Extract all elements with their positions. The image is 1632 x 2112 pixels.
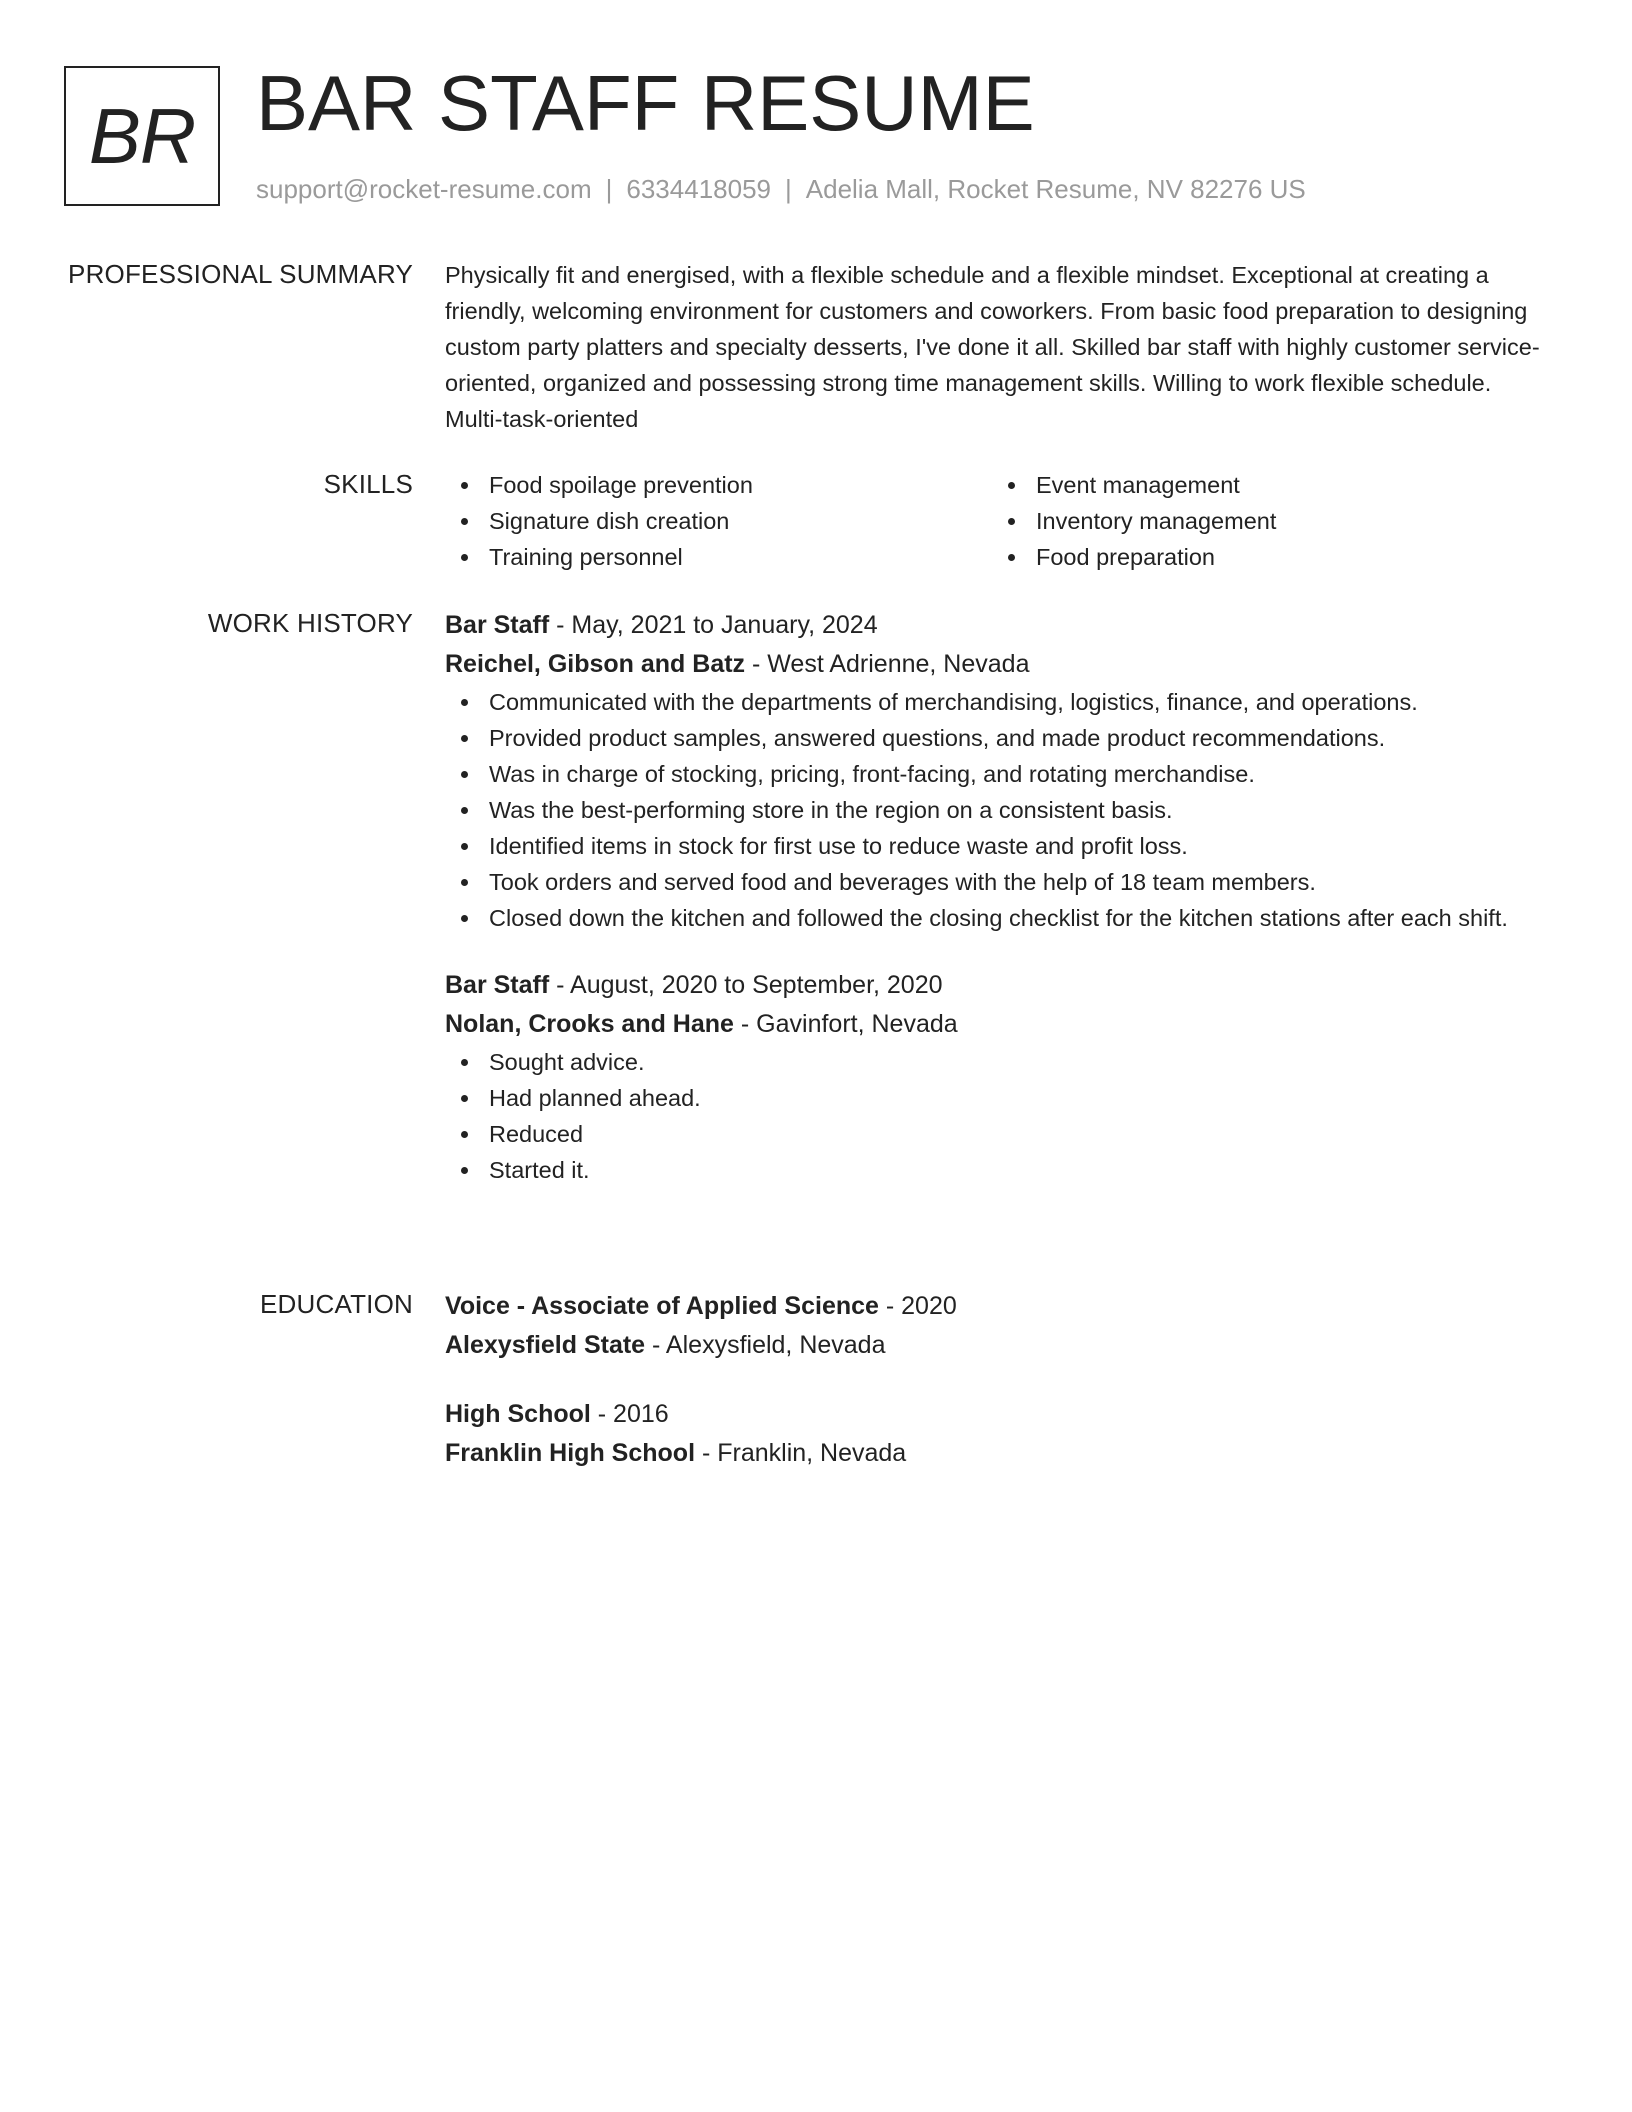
job-title: Bar Staff <box>445 971 550 999</box>
education-label: EDUCATION <box>260 1289 413 1319</box>
skill-item: Signature dish creation <box>445 503 992 539</box>
education-entry <box>445 1395 1555 1473</box>
education-school-line <box>445 1326 1555 1365</box>
contact-phone: 6334418059 <box>626 174 771 204</box>
work-history-body <box>445 606 1555 1212</box>
education-location: - Alexysfield, Nevada <box>645 1331 886 1359</box>
skills-label: SKILLS <box>323 469 413 499</box>
education-school: Alexysfield State <box>445 1331 646 1359</box>
education-location: - Franklin, Nevada <box>695 1439 907 1467</box>
skill-item: Inventory management <box>992 503 1539 539</box>
education-body <box>445 1287 1555 1503</box>
education-year: - 2016 <box>590 1400 669 1428</box>
job-location: - West Adrienne, Nevada <box>745 650 1030 678</box>
job-entry <box>445 606 1555 936</box>
education-degree: High School <box>445 1400 591 1428</box>
job-location: - Gavinfort, Nevada <box>733 1010 958 1038</box>
summary-label: PROFESSIONAL SUMMARY <box>68 259 413 289</box>
job-title-line <box>445 606 1555 645</box>
skills-list-right <box>992 467 1539 575</box>
summary-body <box>445 257 1555 437</box>
skill-item: Food spoilage prevention <box>445 467 992 503</box>
education-degree-line <box>445 1287 1555 1326</box>
education-school: Franklin High School <box>445 1439 696 1467</box>
resume-title: BAR STAFF RESUME <box>256 59 1035 147</box>
job-company: Nolan, Crooks and Hane <box>445 1010 734 1038</box>
job-bullet: Closed down the kitchen and followed the closing checklist for the kitchen stations after each shift. <box>445 900 1555 936</box>
contact-separator: | <box>785 174 792 204</box>
job-dates: - May, 2021 to January, 2024 <box>549 611 878 639</box>
job-entry <box>445 966 1555 1188</box>
summary-text: Physically fit and energised, with a flexible schedule and a flexible mindset. Exceptional at creating a friendly, welcoming environment for customers and coworkers. From basic food preparation to designing custom party platters and specialty desserts, I've done it all. Skilled bar staff with highly customer service-oriented, organized and possessing strong time management skills. Willing to work flexible schedule. Multi-task-oriented <box>445 262 1540 432</box>
job-company-line <box>445 1005 1555 1044</box>
education-school-line <box>445 1434 1555 1473</box>
skills-list-left <box>445 467 992 575</box>
job-bullet-list <box>445 1044 1555 1188</box>
job-bullet: Communicated with the departments of merchandising, logistics, finance, and operations. <box>445 684 1555 720</box>
job-title-line <box>445 966 1555 1005</box>
job-bullet: Sought advice. <box>445 1044 1555 1080</box>
contact-email: support@rocket-resume.com <box>256 174 592 204</box>
job-bullet: Provided product samples, answered questions, and made product recommendations. <box>445 720 1555 756</box>
skill-item: Event management <box>992 467 1539 503</box>
monogram-box: BR <box>64 66 220 206</box>
contact-separator: | <box>605 174 613 204</box>
contact-address: Adelia Mall, Rocket Resume, NV 82276 US <box>805 174 1306 204</box>
work-history-label: WORK HISTORY <box>207 608 413 638</box>
job-bullet: Started it. <box>445 1152 1555 1188</box>
job-bullet: Had planned ahead. <box>445 1080 1555 1116</box>
job-bullet: Took orders and served food and beverages with the help of 18 team members. <box>445 864 1555 900</box>
contact-line <box>256 172 1306 206</box>
skills-grid <box>445 467 1555 575</box>
job-title: Bar Staff <box>445 611 550 639</box>
education-year: - 2020 <box>878 1292 957 1320</box>
job-bullet: Identified items in stock for first use to reduce waste and profit loss. <box>445 828 1555 864</box>
job-dates: - August, 2020 to September, 2020 <box>549 971 943 999</box>
job-bullet: Was the best-performing store in the region on a consistent basis. <box>445 792 1555 828</box>
job-bullet: Was in charge of stocking, pricing, front-facing, and rotating merchandise. <box>445 756 1555 792</box>
education-entry <box>445 1287 1555 1365</box>
job-company: Reichel, Gibson and Batz <box>445 650 746 678</box>
skill-item: Food preparation <box>992 539 1539 575</box>
job-bullet: Reduced <box>445 1116 1555 1152</box>
skills-body <box>445 467 1555 575</box>
job-company-line <box>445 645 1555 684</box>
education-degree: Voice - Associate of Applied Science <box>445 1292 879 1320</box>
job-bullet-list <box>445 684 1555 936</box>
education-degree-line <box>445 1395 1555 1434</box>
skill-item: Training personnel <box>445 539 992 575</box>
